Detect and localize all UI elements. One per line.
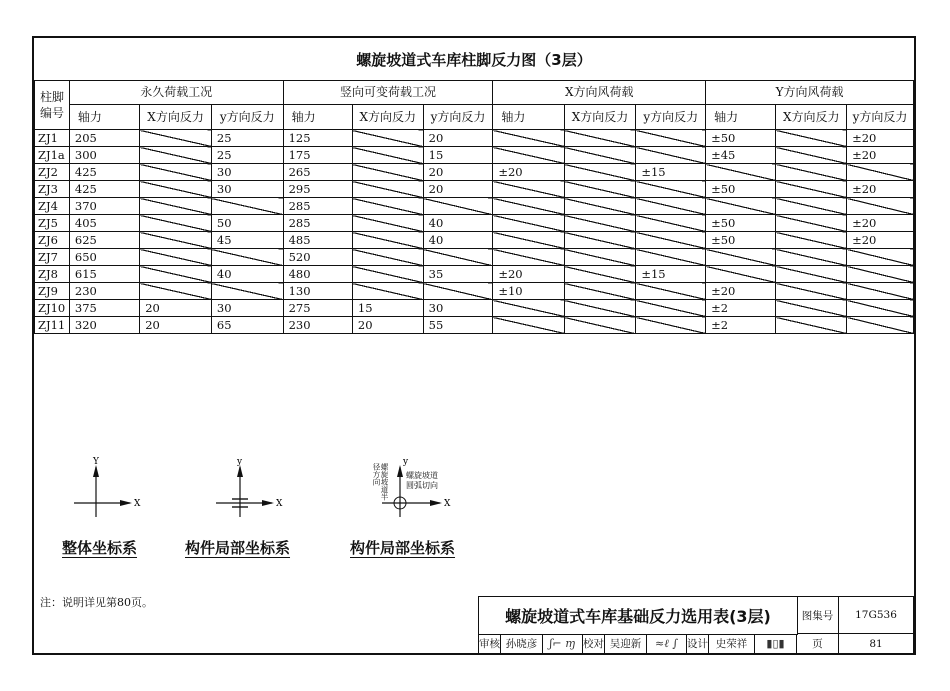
sub-header: X方向反力 — [564, 105, 636, 130]
empty-cell-slash — [493, 249, 564, 266]
empty-cell-slash — [564, 249, 636, 266]
sub-header: X方向反力 — [140, 105, 212, 130]
empty-cell-slash — [636, 147, 706, 164]
group-header: Y方向风荷载 — [706, 81, 914, 105]
value-cell: 520 — [283, 249, 352, 266]
value-cell: 30 — [211, 181, 283, 198]
empty-cell-slash — [636, 317, 706, 334]
column-id-cell: ZJ6 — [35, 232, 70, 249]
empty-cell-slash — [493, 147, 564, 164]
empty-cell-slash — [352, 198, 423, 215]
empty-cell-slash — [776, 181, 847, 198]
empty-cell-slash — [706, 164, 776, 181]
empty-cell-slash — [352, 147, 423, 164]
empty-cell-slash — [776, 249, 847, 266]
empty-cell-slash — [776, 317, 847, 334]
value-cell: 30 — [423, 300, 493, 317]
empty-cell-slash — [140, 147, 212, 164]
empty-cell-slash — [352, 164, 423, 181]
value-cell: ±45 — [706, 147, 776, 164]
empty-cell-slash — [352, 232, 423, 249]
group-header: 永久荷载工况 — [69, 81, 283, 105]
empty-cell-slash — [776, 266, 847, 283]
sub-header: 轴力 — [706, 105, 776, 130]
value-cell: 370 — [69, 198, 139, 215]
value-cell: ±20 — [847, 232, 914, 249]
footnote: 注：说明详见第80页。 — [40, 596, 153, 609]
column-id-cell: ZJ7 — [35, 249, 70, 266]
y-axis-label: y — [237, 457, 243, 467]
value-cell: 650 — [69, 249, 139, 266]
column-id-cell: ZJ4 — [35, 198, 70, 215]
empty-cell-slash — [211, 249, 283, 266]
value-cell: 425 — [69, 164, 139, 181]
atlas-label: 图集号 — [797, 597, 839, 634]
page-label: 页 — [797, 634, 839, 654]
value-cell: ±50 — [706, 181, 776, 198]
value-cell: 295 — [283, 181, 352, 198]
empty-cell-slash — [776, 147, 847, 164]
table-row — [35, 317, 914, 334]
review-label: 审核 — [479, 634, 501, 654]
y-axis-label: y — [403, 457, 409, 467]
empty-cell-slash — [564, 147, 636, 164]
value-cell: 20 — [423, 130, 493, 147]
x-axis-label: X — [276, 499, 283, 509]
value-cell: 20 — [423, 164, 493, 181]
empty-cell-slash — [493, 198, 564, 215]
x-axis-label: X — [134, 499, 141, 509]
value-cell: 375 — [69, 300, 139, 317]
empty-cell-slash — [352, 130, 423, 147]
value-cell: 20 — [140, 300, 212, 317]
value-cell: 130 — [283, 283, 352, 300]
atlas-number: 17G536 — [839, 597, 914, 634]
table-row — [35, 300, 914, 317]
empty-cell-slash — [776, 300, 847, 317]
designer-name: 史荣祥 — [709, 634, 755, 654]
empty-cell-slash — [564, 300, 636, 317]
ramp-axes-label: 构件局部坐标系 — [350, 539, 456, 557]
global-axes-diagram — [68, 455, 158, 525]
value-cell: 275 — [283, 300, 352, 317]
empty-cell-slash — [706, 198, 776, 215]
value-cell: ±20 — [847, 215, 914, 232]
ramp-local-axes-diagram — [360, 455, 470, 525]
empty-cell-slash — [776, 232, 847, 249]
column-id-cell: ZJ9 — [35, 283, 70, 300]
value-cell: ±20 — [493, 164, 564, 181]
sub-header: y方向反力 — [211, 105, 283, 130]
value-cell: ±2 — [706, 317, 776, 334]
column-id-cell: ZJ1 — [35, 130, 70, 147]
local-axes-label: 构件局部坐标系 — [185, 539, 291, 557]
table-row — [35, 266, 914, 283]
empty-cell-slash — [776, 164, 847, 181]
value-cell: ±20 — [493, 266, 564, 283]
empty-cell-slash — [423, 198, 493, 215]
column-id-cell: ZJ2 — [35, 164, 70, 181]
design-label: 设计 — [687, 634, 709, 654]
column-id-cell: ZJ8 — [35, 266, 70, 283]
sub-header: X方向反力 — [776, 105, 847, 130]
empty-cell-slash — [211, 283, 283, 300]
value-cell: 20 — [423, 181, 493, 198]
empty-cell-slash — [776, 215, 847, 232]
value-cell: 320 — [69, 317, 139, 334]
empty-cell-slash — [140, 164, 212, 181]
value-cell: 50 — [211, 215, 283, 232]
table-row — [35, 283, 914, 300]
designer-signature: ▮▯▮ — [755, 634, 797, 654]
value-cell: ±50 — [706, 215, 776, 232]
empty-cell-slash — [423, 249, 493, 266]
value-cell: 265 — [283, 164, 352, 181]
column-id-cell: ZJ10 — [35, 300, 70, 317]
value-cell: 30 — [211, 300, 283, 317]
x-axis-label: X — [444, 499, 451, 509]
value-cell: ±10 — [493, 283, 564, 300]
empty-cell-slash — [493, 215, 564, 232]
value-cell: 285 — [283, 215, 352, 232]
empty-cell-slash — [140, 266, 212, 283]
empty-cell-slash — [352, 266, 423, 283]
tangent-direction-note: 螺旋坡道 圆弧切向 — [406, 471, 438, 490]
empty-cell-slash — [493, 181, 564, 198]
value-cell: 55 — [423, 317, 493, 334]
empty-cell-slash — [352, 215, 423, 232]
empty-cell-slash — [564, 283, 636, 300]
value-cell: ±2 — [706, 300, 776, 317]
value-cell: 300 — [69, 147, 139, 164]
drawing-frame — [32, 36, 916, 655]
value-cell: 20 — [140, 317, 212, 334]
table-row — [35, 198, 914, 215]
value-cell: 425 — [69, 181, 139, 198]
table-title: 螺旋坡道式车库柱脚反力图（3层） — [34, 38, 914, 81]
empty-cell-slash — [636, 215, 706, 232]
empty-cell-slash — [564, 215, 636, 232]
column-id-cell: ZJ3 — [35, 181, 70, 198]
reviewer-signature: ʃ⌐ ɱ — [543, 634, 583, 654]
empty-cell-slash — [564, 130, 636, 147]
empty-cell-slash — [352, 181, 423, 198]
empty-cell-slash — [636, 283, 706, 300]
reviewer-name: 孙晓彦 — [501, 634, 543, 654]
empty-cell-slash — [352, 249, 423, 266]
value-cell: 25 — [211, 147, 283, 164]
value-cell: 405 — [69, 215, 139, 232]
empty-cell-slash — [352, 283, 423, 300]
value-cell: 20 — [352, 317, 423, 334]
empty-cell-slash — [140, 198, 212, 215]
value-cell: 40 — [423, 232, 493, 249]
table-row — [35, 147, 914, 164]
empty-cell-slash — [847, 198, 914, 215]
value-cell: ±20 — [847, 130, 914, 147]
value-cell: 15 — [352, 300, 423, 317]
empty-cell-slash — [847, 266, 914, 283]
value-cell: 25 — [211, 130, 283, 147]
value-cell: ±15 — [636, 266, 706, 283]
empty-cell-slash — [636, 232, 706, 249]
sub-header: 轴力 — [283, 105, 352, 130]
empty-cell-slash — [847, 249, 914, 266]
value-cell: 35 — [423, 266, 493, 283]
value-cell: 480 — [283, 266, 352, 283]
table-row — [35, 181, 914, 198]
value-cell: 485 — [283, 232, 352, 249]
value-cell: 175 — [283, 147, 352, 164]
empty-cell-slash — [847, 317, 914, 334]
empty-cell-slash — [564, 266, 636, 283]
empty-cell-slash — [140, 181, 212, 198]
empty-cell-slash — [847, 300, 914, 317]
empty-cell-slash — [636, 300, 706, 317]
group-header: X方向风荷载 — [493, 81, 706, 105]
empty-cell-slash — [564, 181, 636, 198]
empty-cell-slash — [140, 283, 212, 300]
empty-cell-slash — [493, 300, 564, 317]
table-row — [35, 232, 914, 249]
empty-cell-slash — [564, 232, 636, 249]
value-cell: 205 — [69, 130, 139, 147]
empty-cell-slash — [706, 249, 776, 266]
value-cell: ±20 — [706, 283, 776, 300]
empty-cell-slash — [140, 130, 212, 147]
value-cell: 40 — [423, 215, 493, 232]
value-cell: ±50 — [706, 232, 776, 249]
value-cell: 285 — [283, 198, 352, 215]
empty-cell-slash — [636, 198, 706, 215]
value-cell: 625 — [69, 232, 139, 249]
local-axes-icon — [210, 455, 300, 525]
checker-name: 吴迎新 — [605, 634, 647, 654]
empty-cell-slash — [776, 198, 847, 215]
empty-cell-slash — [636, 130, 706, 147]
sub-header: 轴力 — [493, 105, 564, 130]
value-cell: 30 — [211, 164, 283, 181]
empty-cell-slash — [211, 198, 283, 215]
value-cell: 40 — [211, 266, 283, 283]
column-header-id: 柱脚编号 — [35, 81, 70, 130]
sub-header: y方向反力 — [847, 105, 914, 130]
value-cell: 615 — [69, 266, 139, 283]
column-id-cell: ZJ11 — [35, 317, 70, 334]
empty-cell-slash — [423, 283, 493, 300]
empty-cell-slash — [564, 317, 636, 334]
value-cell: 65 — [211, 317, 283, 334]
check-label: 校对 — [583, 634, 605, 654]
drawing-title: 螺旋坡道式车库基础反力选用表(3层) — [479, 597, 798, 635]
column-id-cell: ZJ1a — [35, 147, 70, 164]
empty-cell-slash — [493, 232, 564, 249]
table-row — [35, 215, 914, 232]
empty-cell-slash — [776, 283, 847, 300]
empty-cell-slash — [847, 283, 914, 300]
y-axis-label: Y — [93, 457, 99, 467]
empty-cell-slash — [564, 164, 636, 181]
column-id-cell: ZJ5 — [35, 215, 70, 232]
sub-header: X方向反力 — [352, 105, 423, 130]
empty-cell-slash — [140, 232, 212, 249]
sub-header: y方向反力 — [423, 105, 493, 130]
table-row — [35, 164, 914, 181]
reaction-table — [34, 80, 914, 334]
group-header: 竖向可变荷载工况 — [283, 81, 493, 105]
empty-cell-slash — [706, 266, 776, 283]
value-cell: ±20 — [847, 147, 914, 164]
radius-direction-note: 螺旋坡道半径方向 — [372, 463, 389, 501]
value-cell: 230 — [69, 283, 139, 300]
global-axes-label: 整体坐标系 — [62, 539, 138, 557]
empty-cell-slash — [140, 249, 212, 266]
checker-signature: ≈ℓ ∫ — [647, 634, 687, 654]
value-cell: 125 — [283, 130, 352, 147]
value-cell: 230 — [283, 317, 352, 334]
empty-cell-slash — [776, 130, 847, 147]
value-cell: ±50 — [706, 130, 776, 147]
global-axes-icon — [68, 455, 158, 525]
empty-cell-slash — [636, 181, 706, 198]
sub-header: y方向反力 — [636, 105, 706, 130]
empty-cell-slash — [140, 215, 212, 232]
page-number: 81 — [839, 634, 914, 654]
empty-cell-slash — [493, 130, 564, 147]
value-cell: 45 — [211, 232, 283, 249]
table-row — [35, 249, 914, 266]
value-cell: 15 — [423, 147, 493, 164]
value-cell: ±20 — [847, 181, 914, 198]
empty-cell-slash — [636, 249, 706, 266]
empty-cell-slash — [847, 164, 914, 181]
local-axes-diagram — [210, 455, 300, 525]
title-block — [478, 596, 916, 655]
empty-cell-slash — [493, 317, 564, 334]
value-cell: ±15 — [636, 164, 706, 181]
empty-cell-slash — [564, 198, 636, 215]
table-row — [35, 130, 914, 147]
sub-header: 轴力 — [69, 105, 139, 130]
